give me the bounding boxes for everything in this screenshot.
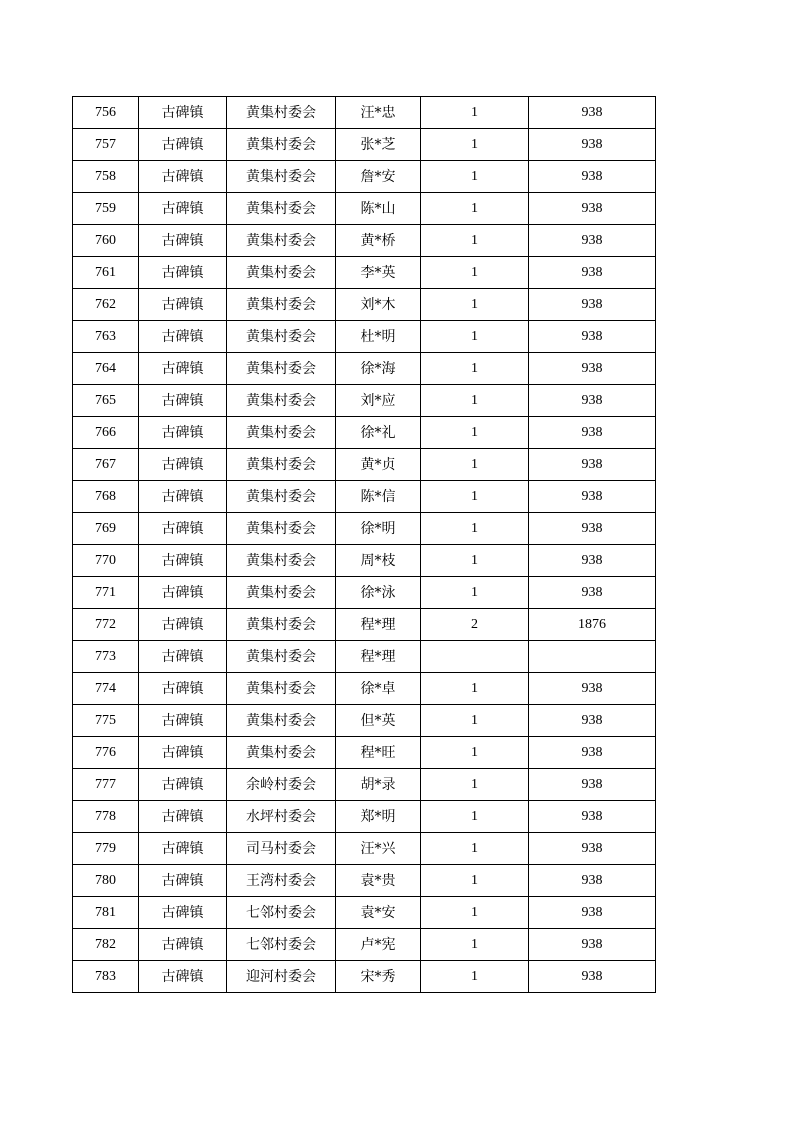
row-number-cell: 759 xyxy=(73,193,139,225)
row-number-cell: 762 xyxy=(73,289,139,321)
roster-table-body xyxy=(73,97,656,993)
table-row xyxy=(73,961,656,993)
town-cell: 古碑镇 xyxy=(139,961,227,993)
village-committee-cell: 黄集村委会 xyxy=(227,353,336,385)
amount-cell: 938 xyxy=(529,705,656,737)
village-committee-cell: 黄集村委会 xyxy=(227,321,336,353)
village-committee-cell: 黄集村委会 xyxy=(227,705,336,737)
person-name-cell: 程*旺 xyxy=(336,737,421,769)
table-row xyxy=(73,705,656,737)
count-cell: 1 xyxy=(421,833,529,865)
amount-cell: 938 xyxy=(529,961,656,993)
village-committee-cell: 黄集村委会 xyxy=(227,417,336,449)
town-cell: 古碑镇 xyxy=(139,225,227,257)
town-cell: 古碑镇 xyxy=(139,737,227,769)
town-cell: 古碑镇 xyxy=(139,609,227,641)
table-row xyxy=(73,417,656,449)
person-name-cell: 汪*兴 xyxy=(336,833,421,865)
village-committee-cell: 黄集村委会 xyxy=(227,385,336,417)
row-number-cell: 758 xyxy=(73,161,139,193)
row-number-cell: 766 xyxy=(73,417,139,449)
table-row xyxy=(73,385,656,417)
person-name-cell: 程*理 xyxy=(336,641,421,673)
amount-cell: 938 xyxy=(529,353,656,385)
town-cell: 古碑镇 xyxy=(139,897,227,929)
count-cell: 1 xyxy=(421,929,529,961)
count-cell: 1 xyxy=(421,545,529,577)
village-committee-cell: 迎河村委会 xyxy=(227,961,336,993)
town-cell: 古碑镇 xyxy=(139,481,227,513)
town-cell: 古碑镇 xyxy=(139,929,227,961)
amount-cell: 938 xyxy=(529,673,656,705)
amount-cell: 938 xyxy=(529,577,656,609)
table-row xyxy=(73,769,656,801)
amount-cell: 938 xyxy=(529,929,656,961)
count-cell: 1 xyxy=(421,193,529,225)
person-name-cell: 陈*信 xyxy=(336,481,421,513)
count-cell: 2 xyxy=(421,609,529,641)
count-cell: 1 xyxy=(421,257,529,289)
person-name-cell: 刘*应 xyxy=(336,385,421,417)
amount-cell: 938 xyxy=(529,321,656,353)
village-committee-cell: 黄集村委会 xyxy=(227,289,336,321)
person-name-cell: 卢*宪 xyxy=(336,929,421,961)
row-number-cell: 777 xyxy=(73,769,139,801)
village-committee-cell: 黄集村委会 xyxy=(227,545,336,577)
roster-table xyxy=(72,96,656,993)
person-name-cell: 詹*安 xyxy=(336,161,421,193)
count-cell: 1 xyxy=(421,737,529,769)
person-name-cell: 徐*卓 xyxy=(336,673,421,705)
count-cell: 1 xyxy=(421,513,529,545)
town-cell: 古碑镇 xyxy=(139,161,227,193)
count-cell: 1 xyxy=(421,961,529,993)
town-cell: 古碑镇 xyxy=(139,865,227,897)
amount-cell: 938 xyxy=(529,833,656,865)
village-committee-cell: 黄集村委会 xyxy=(227,129,336,161)
town-cell: 古碑镇 xyxy=(139,449,227,481)
row-number-cell: 771 xyxy=(73,577,139,609)
amount-cell: 938 xyxy=(529,289,656,321)
village-committee-cell: 七邻村委会 xyxy=(227,897,336,929)
count-cell: 1 xyxy=(421,705,529,737)
person-name-cell: 黄*贞 xyxy=(336,449,421,481)
village-committee-cell: 水坪村委会 xyxy=(227,801,336,833)
count-cell: 1 xyxy=(421,865,529,897)
row-number-cell: 775 xyxy=(73,705,139,737)
count-cell: 1 xyxy=(421,289,529,321)
row-number-cell: 781 xyxy=(73,897,139,929)
person-name-cell: 张*芝 xyxy=(336,129,421,161)
amount-cell: 938 xyxy=(529,513,656,545)
table-row xyxy=(73,193,656,225)
table-row xyxy=(73,801,656,833)
town-cell: 古碑镇 xyxy=(139,833,227,865)
table-row xyxy=(73,609,656,641)
amount-cell: 938 xyxy=(529,801,656,833)
amount-cell: 938 xyxy=(529,193,656,225)
village-committee-cell: 黄集村委会 xyxy=(227,609,336,641)
table-row xyxy=(73,833,656,865)
person-name-cell: 胡*录 xyxy=(336,769,421,801)
amount-cell: 1876 xyxy=(529,609,656,641)
row-number-cell: 768 xyxy=(73,481,139,513)
village-committee-cell: 黄集村委会 xyxy=(227,225,336,257)
count-cell: 1 xyxy=(421,673,529,705)
person-name-cell: 徐*礼 xyxy=(336,417,421,449)
town-cell: 古碑镇 xyxy=(139,289,227,321)
table-row xyxy=(73,641,656,673)
village-committee-cell: 黄集村委会 xyxy=(227,513,336,545)
amount-cell: 938 xyxy=(529,161,656,193)
table-row xyxy=(73,545,656,577)
village-committee-cell: 黄集村委会 xyxy=(227,577,336,609)
village-committee-cell: 七邻村委会 xyxy=(227,929,336,961)
amount-cell: 938 xyxy=(529,449,656,481)
town-cell: 古碑镇 xyxy=(139,769,227,801)
person-name-cell: 徐*明 xyxy=(336,513,421,545)
person-name-cell: 袁*贵 xyxy=(336,865,421,897)
count-cell: 1 xyxy=(421,481,529,513)
person-name-cell: 袁*安 xyxy=(336,897,421,929)
person-name-cell: 陈*山 xyxy=(336,193,421,225)
town-cell: 古碑镇 xyxy=(139,513,227,545)
count-cell: 1 xyxy=(421,577,529,609)
row-number-cell: 760 xyxy=(73,225,139,257)
table-row xyxy=(73,161,656,193)
row-number-cell: 757 xyxy=(73,129,139,161)
row-number-cell: 763 xyxy=(73,321,139,353)
person-name-cell: 宋*秀 xyxy=(336,961,421,993)
amount-cell: 938 xyxy=(529,129,656,161)
amount-cell: 938 xyxy=(529,737,656,769)
village-committee-cell: 黄集村委会 xyxy=(227,97,336,129)
count-cell: 1 xyxy=(421,129,529,161)
person-name-cell: 徐*海 xyxy=(336,353,421,385)
row-number-cell: 780 xyxy=(73,865,139,897)
row-number-cell: 764 xyxy=(73,353,139,385)
person-name-cell: 李*英 xyxy=(336,257,421,289)
amount-cell: 938 xyxy=(529,545,656,577)
row-number-cell: 778 xyxy=(73,801,139,833)
village-committee-cell: 黄集村委会 xyxy=(227,737,336,769)
row-number-cell: 770 xyxy=(73,545,139,577)
row-number-cell: 783 xyxy=(73,961,139,993)
row-number-cell: 772 xyxy=(73,609,139,641)
table-row xyxy=(73,353,656,385)
amount-cell: 938 xyxy=(529,769,656,801)
town-cell: 古碑镇 xyxy=(139,801,227,833)
person-name-cell: 汪*忠 xyxy=(336,97,421,129)
village-committee-cell: 黄集村委会 xyxy=(227,481,336,513)
village-committee-cell: 黄集村委会 xyxy=(227,257,336,289)
person-name-cell: 周*枝 xyxy=(336,545,421,577)
person-name-cell: 黄*桥 xyxy=(336,225,421,257)
row-number-cell: 773 xyxy=(73,641,139,673)
count-cell: 1 xyxy=(421,449,529,481)
village-committee-cell: 黄集村委会 xyxy=(227,161,336,193)
village-committee-cell: 黄集村委会 xyxy=(227,641,336,673)
town-cell: 古碑镇 xyxy=(139,673,227,705)
table-row xyxy=(73,97,656,129)
count-cell: 1 xyxy=(421,385,529,417)
amount-cell: 938 xyxy=(529,417,656,449)
town-cell: 古碑镇 xyxy=(139,321,227,353)
count-cell: 1 xyxy=(421,417,529,449)
count-cell: 1 xyxy=(421,161,529,193)
table-row xyxy=(73,865,656,897)
table-row xyxy=(73,577,656,609)
village-committee-cell: 黄集村委会 xyxy=(227,673,336,705)
amount-cell: 938 xyxy=(529,897,656,929)
row-number-cell: 756 xyxy=(73,97,139,129)
table-row xyxy=(73,129,656,161)
row-number-cell: 776 xyxy=(73,737,139,769)
town-cell: 古碑镇 xyxy=(139,353,227,385)
town-cell: 古碑镇 xyxy=(139,545,227,577)
count-cell: 1 xyxy=(421,321,529,353)
town-cell: 古碑镇 xyxy=(139,417,227,449)
count-cell: 1 xyxy=(421,97,529,129)
village-committee-cell: 黄集村委会 xyxy=(227,449,336,481)
table-row xyxy=(73,225,656,257)
count-cell: 1 xyxy=(421,225,529,257)
town-cell: 古碑镇 xyxy=(139,129,227,161)
village-committee-cell: 余岭村委会 xyxy=(227,769,336,801)
table-row xyxy=(73,481,656,513)
village-committee-cell: 王湾村委会 xyxy=(227,865,336,897)
count-cell: 1 xyxy=(421,769,529,801)
row-number-cell: 767 xyxy=(73,449,139,481)
amount-cell: 938 xyxy=(529,225,656,257)
amount-cell: 938 xyxy=(529,865,656,897)
table-row xyxy=(73,289,656,321)
table-row xyxy=(73,897,656,929)
row-number-cell: 779 xyxy=(73,833,139,865)
amount-cell: 938 xyxy=(529,97,656,129)
amount-cell xyxy=(529,641,656,673)
document-page xyxy=(72,96,656,993)
count-cell: 1 xyxy=(421,801,529,833)
town-cell: 古碑镇 xyxy=(139,641,227,673)
person-name-cell: 郑*明 xyxy=(336,801,421,833)
person-name-cell: 程*理 xyxy=(336,609,421,641)
row-number-cell: 782 xyxy=(73,929,139,961)
person-name-cell: 杜*明 xyxy=(336,321,421,353)
count-cell xyxy=(421,641,529,673)
person-name-cell: 但*英 xyxy=(336,705,421,737)
table-row xyxy=(73,513,656,545)
amount-cell: 938 xyxy=(529,385,656,417)
row-number-cell: 761 xyxy=(73,257,139,289)
row-number-cell: 774 xyxy=(73,673,139,705)
village-committee-cell: 司马村委会 xyxy=(227,833,336,865)
town-cell: 古碑镇 xyxy=(139,705,227,737)
row-number-cell: 765 xyxy=(73,385,139,417)
town-cell: 古碑镇 xyxy=(139,577,227,609)
town-cell: 古碑镇 xyxy=(139,97,227,129)
row-number-cell: 769 xyxy=(73,513,139,545)
person-name-cell: 刘*木 xyxy=(336,289,421,321)
table-row xyxy=(73,929,656,961)
village-committee-cell: 黄集村委会 xyxy=(227,193,336,225)
count-cell: 1 xyxy=(421,353,529,385)
table-row xyxy=(73,257,656,289)
person-name-cell: 徐*泳 xyxy=(336,577,421,609)
table-row xyxy=(73,449,656,481)
amount-cell: 938 xyxy=(529,481,656,513)
town-cell: 古碑镇 xyxy=(139,193,227,225)
table-row xyxy=(73,321,656,353)
town-cell: 古碑镇 xyxy=(139,385,227,417)
town-cell: 古碑镇 xyxy=(139,257,227,289)
amount-cell: 938 xyxy=(529,257,656,289)
count-cell: 1 xyxy=(421,897,529,929)
table-row xyxy=(73,673,656,705)
table-row xyxy=(73,737,656,769)
